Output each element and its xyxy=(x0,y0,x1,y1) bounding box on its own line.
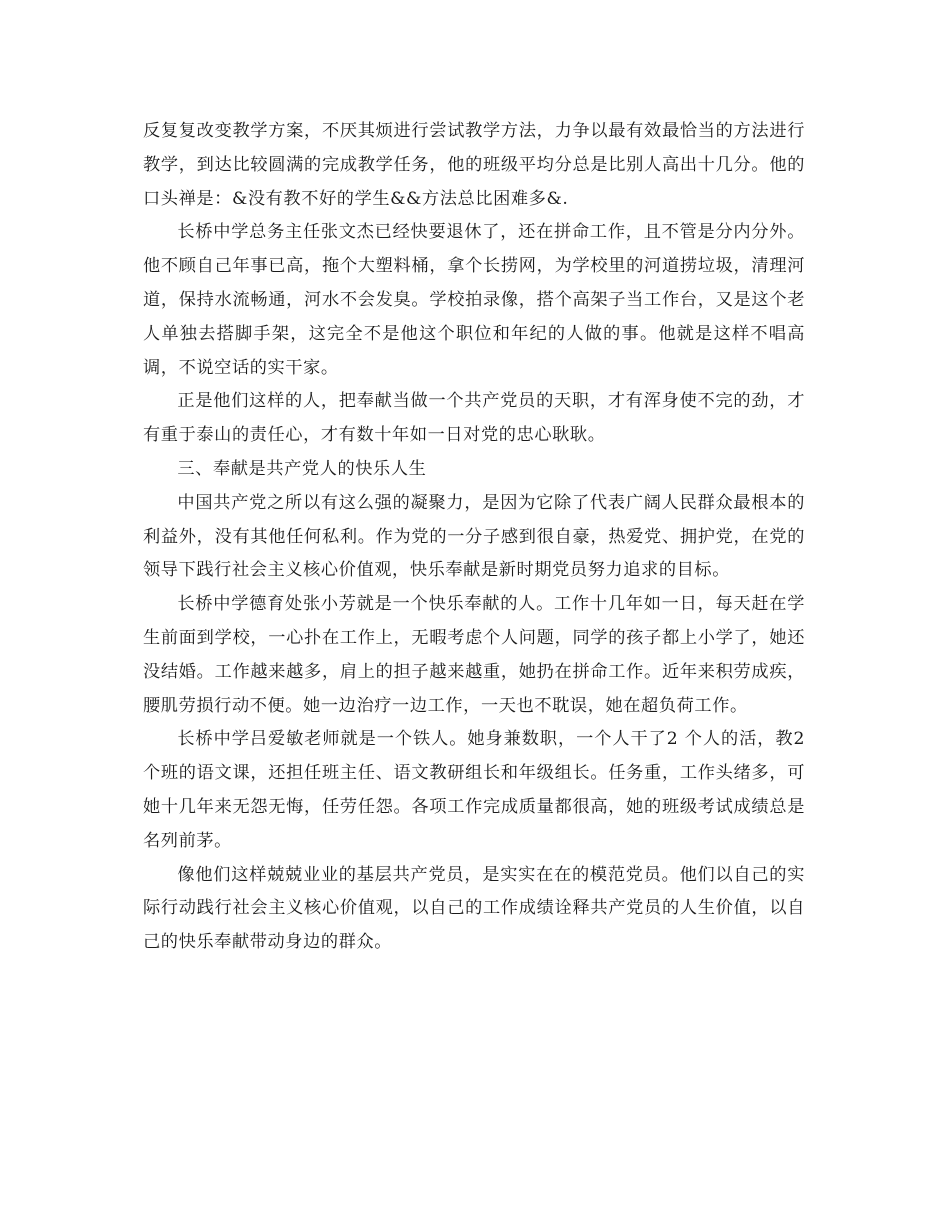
paragraph-continued: 反复复改变教学方案，不厌其烦进行尝试教学方法，力争以最有效最恰当的方法进行教学，到达比较圆满的完成教学任务，他的班级平均分总是比别人高出十几分。他的口头禅是：&没有教不好的学生&&方法总比困难多&. xyxy=(143,121,805,209)
section-heading-three: 三、奉献是共产党人的快乐人生 xyxy=(177,458,427,479)
paragraph-lv-aimin: 长桥中学吕爱敏老师就是一个铁人。她身兼数职，一个人干了2 个人的活，教2 个班的语文课，还担任班主任、语文教研组长和年级组长。任务重，工作头绪多，可她十几年来无怨无悔，任劳任怨。各项工作完成质量都很高，她的班级考试成绩总是名列前茅。 xyxy=(143,729,805,851)
paragraph-zhang-wenjie: 长桥中学总务主任张文杰已经快要退休了，还在拼命工作，且不管是分内分外。他不顾自己年事已高，拖个大塑料桶，拿个长捞网，为学校里的河道捞垃圾，清理河道，保持水流畅通，河水不会发臭。学校拍录像，搭个高架子当工作台，又是这个老人单独去搭脚手架，这完全不是他这个职位和年纪的人做的事。他就是这样不唱高调，不说空话的实干家。 xyxy=(143,222,805,378)
paragraph-party-cohesion: 中国共产党之所以有这么强的凝聚力，是因为它除了代表广阔人民群众最根本的利益外，没有其他任何私利。作为党的一分子感到很自豪，热爱党、拥护党，在党的领导下践行社会主义核心价值观，快乐奉献是新时期党员努力追求的目标。 xyxy=(143,492,805,581)
paragraph-dedication-duty: 正是他们这样的人，把奉献当做一个共产党员的天职，才有浑身使不完的劲，才有重于泰山的责任心，才有数十年如一日对党的忠心耿耿。 xyxy=(143,391,805,446)
paragraph-zhang-xiaofang: 长桥中学德育处张小芳就是一个快乐奉献的人。工作十几年如一日，每天赶在学生前面到学校，一心扑在工作上，无暇考虑个人问题，同学的孩子都上小学了，她还没结婚。工作越来越多，肩上的担子越来越重，她扔在拼命工作。近年来积劳成疾，腰肌劳损行动不便。她一边治疗一边工作，一天也不耽误，她在超负荷工作。 xyxy=(143,594,805,716)
paragraph-model-members: 像他们这样兢兢业业的基层共产党员，是实实在在的模范党员。他们以自己的实际行动践行社会主义核心价值观，以自己的工作成绩诠释共产党员的人生价值，以自己的快乐奉献带动身边的群众。 xyxy=(143,864,805,953)
document-body xyxy=(143,115,805,960)
